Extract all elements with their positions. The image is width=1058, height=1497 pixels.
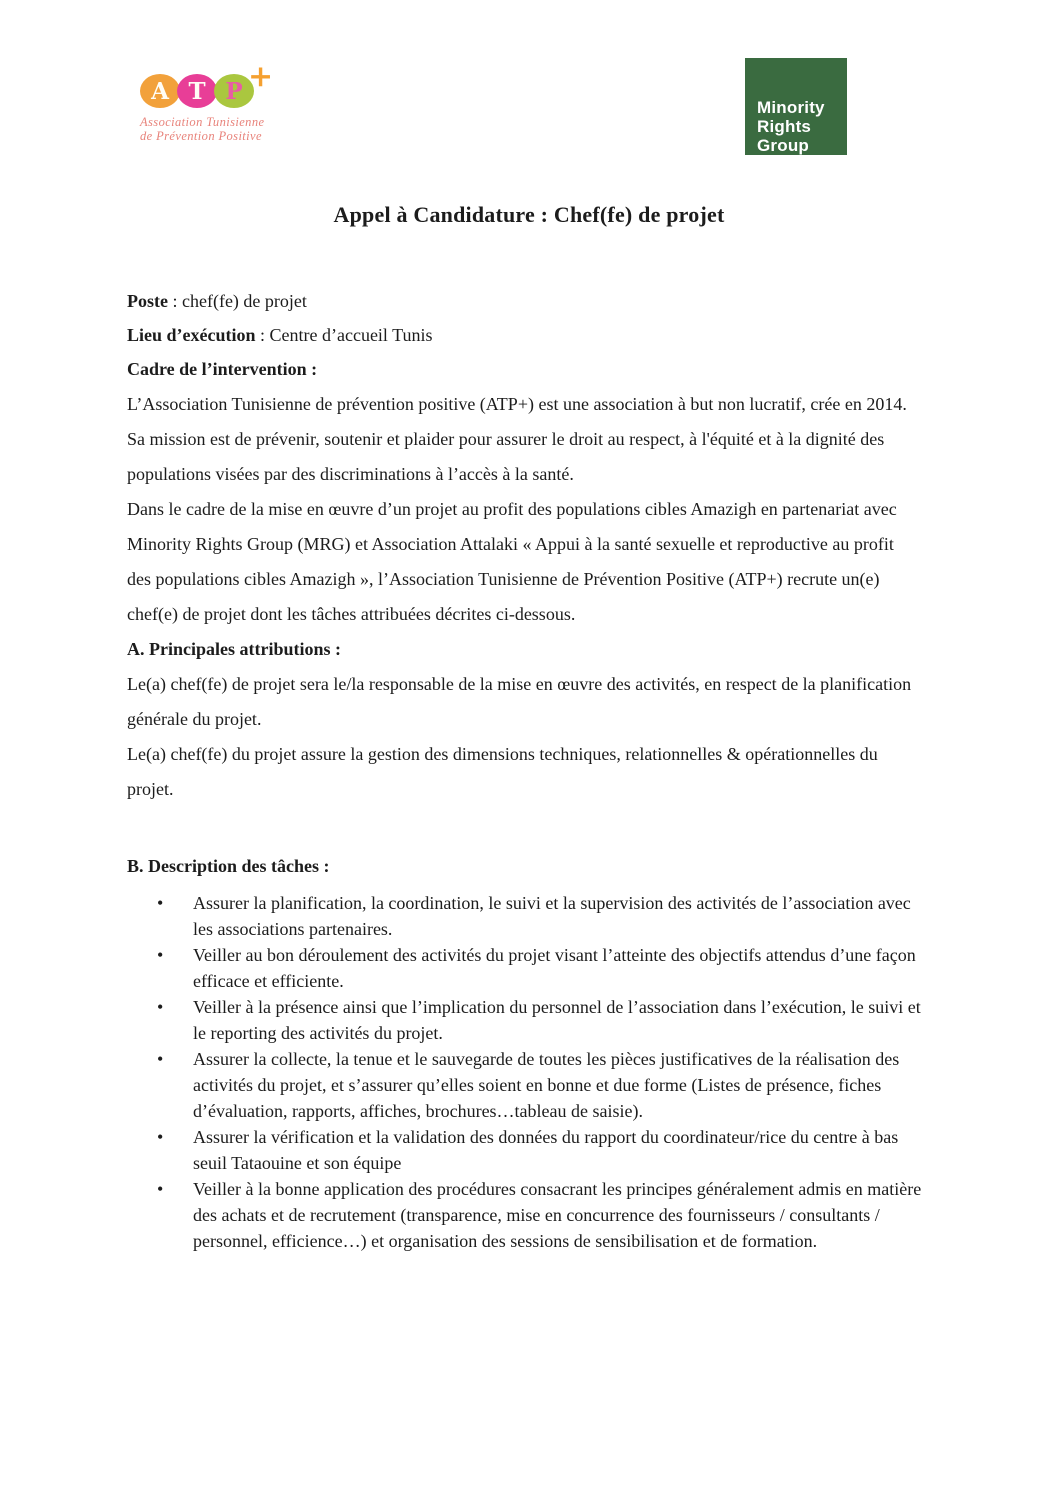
atp-letter-a-circle: A: [140, 74, 180, 108]
mrg-logo-line2: Rights: [757, 117, 812, 136]
atp-logo-subtitle-line1: Association Tunisienne: [140, 115, 265, 129]
paragraph-context: Dans le cadre de la mise en œuvre d’un projet au profit des populations cibles Amazigh en partenariat avec Minority Rights Group (MRG) et Association Attalaki « Appui à la santé sexuelle et reproductive au profit des populations cibles Amazigh », l’Association Tunisienne de Prévention Positive (ATP+) recrute un(e) chef(e) de projet dont les tâches attribuées décrites ci-dessous.: [127, 499, 897, 624]
task-item: • Assurer la vérification et la validation des données du rapport du coordinateur/rice du centre à bas seuil Tataouine et son équipe: [127, 1124, 922, 1176]
atp-letter-p-circle: P: [214, 74, 254, 108]
atp-logo-subtitle: [140, 115, 280, 143]
task-item: • Veiller à la présence ainsi que l’implication du personnel de l’association dans l’exécution, le suivi et le reporting des activités du projet.: [127, 994, 922, 1046]
mrg-logo-line1: Minority: [757, 98, 825, 117]
paragraph-a1: Le(a) chef(fe) de projet sera le/la responsable de la mise en œuvre des activités, en respect de la planification générale du projet.: [127, 674, 912, 729]
document-title: Appel à Candidature : Chef(fe) de projet: [333, 202, 725, 227]
field-lieu-value: : Centre d’accueil Tunis: [255, 325, 433, 345]
mrg-logo-line3: Group: [757, 136, 809, 155]
paragraph-cadre: L’Association Tunisienne de prévention positive (ATP+) est une association à but non lucratif, crée en 2014. Sa mission est de prévenir, soutenir et plaider pour assurer le droit au respect, à l'équité et à la dignité des populations visées par des discriminations à l’accès à la santé.: [127, 394, 907, 484]
field-poste: [127, 284, 922, 318]
field-lieu-label: Lieu d’exécution: [127, 325, 256, 345]
section-heading-a: A. Principales attributions :: [127, 639, 341, 659]
task-item: • Veiller au bon déroulement des activités du projet visant l’atteinte des objectifs attendus d’une façon efficace et efficiente.: [127, 942, 922, 994]
task-item: • Veiller à la bonne application des procédures consacrant les principes généralement admis en matière des achats et de recrutement (transparence, mise en concurrence des fournisseurs / consultants / personnel, efficience…) et organisation des sessions de sensibilisation et de formation.: [127, 1176, 922, 1254]
atp-plus-sign-icon: +: [248, 59, 274, 94]
field-lieu: [127, 318, 922, 352]
atp-logo: [140, 59, 280, 143]
section-heading-b: B. Description des tâches :: [127, 856, 330, 876]
atp-letter-t-circle: T: [177, 74, 217, 108]
atp-logo-circles: [140, 59, 280, 110]
task-list: [127, 890, 922, 1254]
field-block: [127, 284, 922, 387]
mrg-logo: [745, 58, 847, 155]
field-poste-value: : chef(fe) de projet: [167, 291, 307, 311]
field-poste-label: Poste: [127, 291, 168, 311]
document-body: [127, 284, 922, 1254]
task-item: • Assurer la collecte, la tenue et le sauvegarde de toutes les pièces justificatives de la réalisation des activités du projet, et s’assurer qu’elles soient en bonne et due forme (Listes de présence, fiches d’évaluation, rapports, affiches, brochures…tableau de saisie).: [127, 1046, 922, 1124]
atp-logo-subtitle-line2: de Prévention Positive: [140, 129, 262, 143]
paragraph-a2: Le(a) chef(fe) du projet assure la gestion des dimensions techniques, relationnelles & opérationnelles du projet.: [127, 744, 878, 799]
task-item: • Assurer la planification, la coordination, le suivi et la supervision des activités de l’association avec les associations partenaires.: [127, 890, 922, 942]
section-heading-cadre: Cadre de l’intervention :: [127, 359, 318, 379]
